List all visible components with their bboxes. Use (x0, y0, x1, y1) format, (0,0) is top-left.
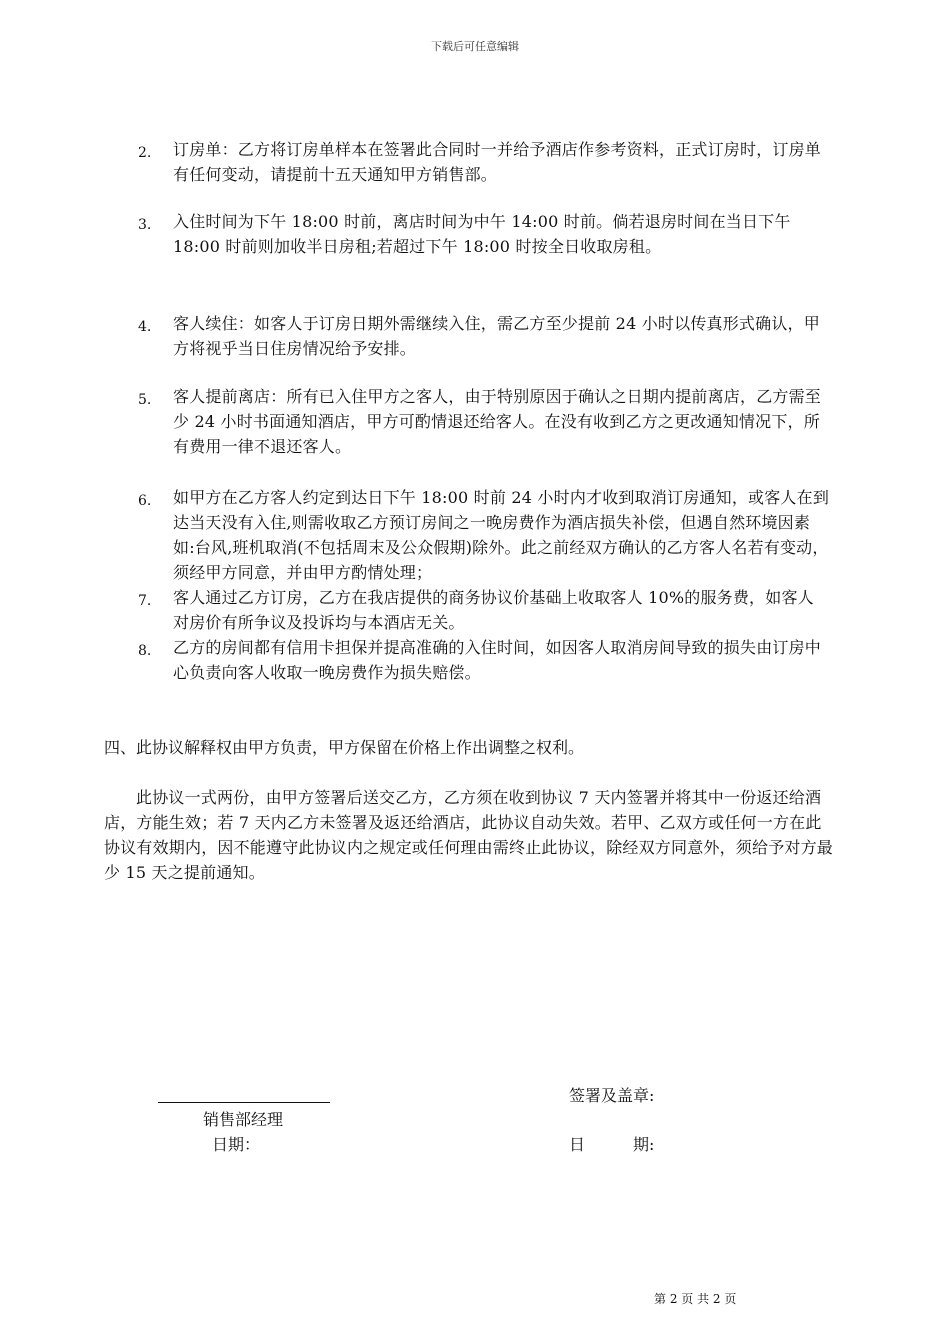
sign-and-seal-label: 签署及盖章: (569, 1086, 655, 1105)
clause-number: 3. (138, 217, 152, 233)
clause-text: 订房单：乙方将订房单样本在签署此合同时一并给予酒店作参考资料，正式订房时，订房单有任何变动，请提前十五天通知甲方销售部。 (173, 140, 822, 184)
clause-number: 2. (138, 145, 152, 161)
clause-number: 4. (138, 319, 152, 335)
left-date-label: 日期： (212, 1135, 261, 1154)
clause-text: 入住时间为下午 18:00 时前，离店时间为中午 14:00 时前。倘若退房时间在当日下午 18:00 时前则加收半日房租;若超过下午 18:00 时按全日收取房租。 (173, 212, 791, 256)
page-number: 第 2 页 共 2 页 (654, 1292, 737, 1306)
clause-text: 如甲方在乙方客人约定到达日下午 18:00 时前 24 小时内才收到取消订房通知，或客人在到达当天没有入住,则需收取乙方预订房间之一晚房费作为酒店损失补偿，但遇自然环境因素如:台风,班机取消(不包括周末及公众假期)除外。此之前经双方确认的乙方客人名若有变动，须经甲方同意，并由甲方酌情处理； (173, 488, 830, 582)
clause-text: 乙方的房间都有信用卡担保并提高准确的入住时间，如因客人取消房间导致的损失由订房中心负责向客人收取一晚房费作为损失赔偿。 (173, 638, 822, 682)
sales-manager-label: 销售部经理 (203, 1110, 284, 1129)
clause-text: 客人提前离店：所有已入住甲方之客人，由于特别原因于确认之日期内提前离店，乙方需至少 24 小时书面通知酒店，甲方可酌情退还给客人。在没有收到乙方之更改通知情况下，所有费用一律不退还客人。 (173, 387, 822, 456)
right-date-label: 日 期: (569, 1135, 655, 1154)
clause-number: 7. (138, 593, 152, 609)
signature-line (158, 1102, 330, 1103)
closing-paragraph: 此协议一式两份，由甲方签署后送交乙方，乙方须在收到协议 7 天内签署并将其中一份返还给酒店，方能生效；若 7 天内乙方未签署及返还给酒店，此协议自动失效。若甲、乙双方或任何一方在此协议有效期内，因不能遵守此协议内之规定或任何理由需终止此协议，除经双方同意外，须给予对方最少 15 天之提前通知。 (104, 788, 834, 882)
clause-text: 客人续住：如客人于订房日期外需继续入住，需乙方至少提前 24 小时以传真形式确认，甲方将视乎当日住房情况给予安排。 (173, 314, 820, 358)
clause-text: 客人通过乙方订房，乙方在我店提供的商务协议价基础上收取客人 10%的服务费，如客人对房价有所争议及投诉均与本酒店无关。 (173, 588, 814, 632)
clause-number: 8. (138, 643, 152, 659)
clause-number: 6. (138, 493, 152, 509)
clause-number: 5. (138, 392, 152, 408)
header-note: 下载后可任意编辑 (431, 40, 519, 53)
section-four-heading: 四、此协议解释权由甲方负责，甲方保留在价格上作出调整之权利。 (104, 738, 585, 757)
